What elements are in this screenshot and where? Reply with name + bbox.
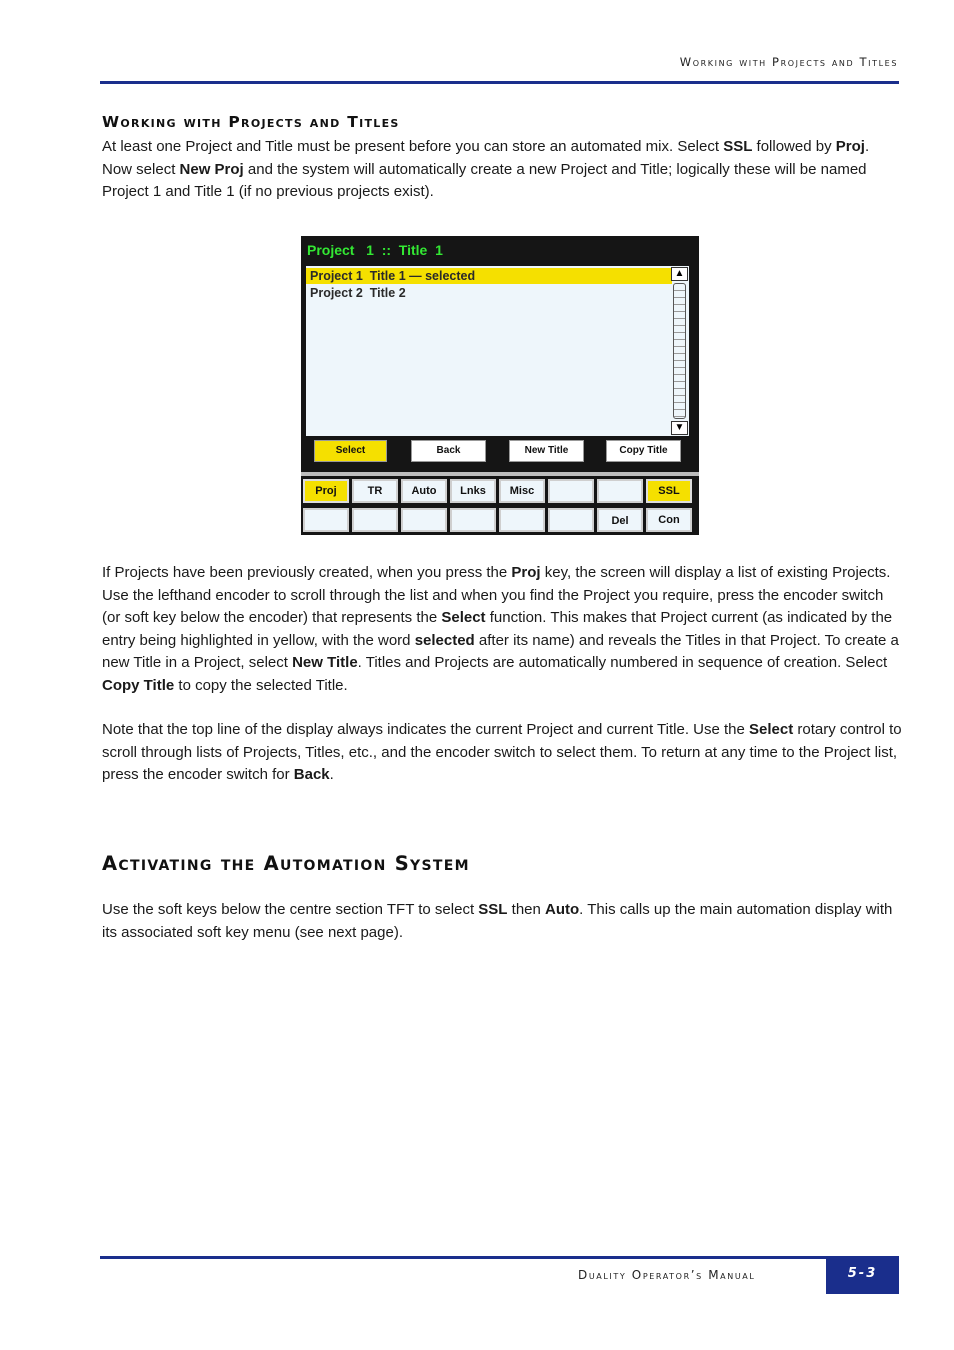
- screen-divider: [301, 472, 699, 476]
- footer-rule: [100, 1256, 899, 1259]
- bold-term: Select: [441, 609, 486, 627]
- text-run: Note that the top line of the display always indicates the current Project and current Title. Use the: [102, 721, 750, 738]
- note-paragraph: [102, 719, 902, 787]
- section-heading-automation: Activating the Automation System: [102, 852, 470, 875]
- list-scrollbar[interactable]: [671, 267, 688, 435]
- key-auto[interactable]: Auto: [401, 479, 447, 503]
- key-blank[interactable]: [401, 508, 447, 532]
- automation-paragraph: [102, 899, 902, 944]
- running-footer: Duality Operator’s Manual: [578, 1268, 756, 1282]
- bold-term: Back: [293, 766, 330, 784]
- intro-paragraph: [102, 136, 902, 204]
- key-blank[interactable]: [548, 508, 594, 532]
- scrollbar-track[interactable]: [673, 283, 686, 419]
- section-heading-projects: Working with Projects and Titles: [102, 113, 400, 131]
- running-header: Working with Projects and Titles: [679, 55, 898, 69]
- key-blank[interactable]: [597, 479, 643, 503]
- softkey-select[interactable]: Select: [314, 440, 387, 462]
- key-con[interactable]: Con: [646, 508, 692, 532]
- bold-term: selected: [414, 631, 475, 649]
- text-run: .: [329, 766, 334, 784]
- key-del[interactable]: Del: [597, 508, 643, 532]
- bold-term: SSL: [478, 901, 508, 918]
- softkey-back[interactable]: Back: [411, 440, 486, 462]
- key-tr[interactable]: TR: [352, 479, 398, 503]
- bold-term: Auto: [545, 901, 580, 918]
- header-rule: [100, 81, 899, 84]
- list-item-selected[interactable]: Project 1 Title 1 — selected: [306, 268, 672, 284]
- softkey-copy-title[interactable]: Copy Title: [606, 440, 681, 462]
- key-blank[interactable]: [303, 508, 349, 532]
- screen-title: Project 1 :: Title 1: [307, 242, 443, 258]
- automation-screen: [301, 236, 699, 535]
- key-blank[interactable]: [450, 508, 496, 532]
- bold-term: New Title: [292, 654, 358, 672]
- scroll-down-arrow-icon[interactable]: ▼: [671, 421, 688, 435]
- text-run: . Now select: [102, 138, 870, 178]
- key-ssl[interactable]: SSL: [646, 479, 692, 503]
- project-list[interactable]: [306, 266, 689, 436]
- scroll-up-arrow-icon[interactable]: ▲: [671, 267, 688, 281]
- text-run: then: [507, 901, 546, 918]
- key-lnks[interactable]: Lnks: [450, 479, 496, 503]
- bold-term: Copy Title: [102, 676, 175, 694]
- bold-term: SSL: [723, 138, 753, 155]
- key-blank[interactable]: [548, 479, 594, 503]
- text-run: At least one Project and Title must be present before you can store an automated mix. Select: [102, 138, 724, 155]
- bold-term: Select: [749, 721, 794, 738]
- list-item[interactable]: Project 2 Title 2: [310, 286, 406, 300]
- text-run: function. This makes that Project current (as indicated by the entry being highlighted in yellow, with the word: [102, 609, 893, 649]
- bold-term: Proj: [511, 564, 541, 581]
- softkey-new-title[interactable]: New Title: [509, 440, 584, 462]
- text-run: followed by: [752, 138, 836, 155]
- text-run: rotary control to scroll through lists of Projects, Titles, etc., and the encoder switch to select them. To return at any time to the Project list, press the encoder switch for: [102, 721, 902, 784]
- text-run: Use the soft keys below the centre section TFT to select: [102, 901, 479, 918]
- key-proj[interactable]: Proj: [303, 479, 349, 503]
- text-run: If Projects have been previously created, when you press the: [102, 564, 512, 581]
- key-misc[interactable]: Misc: [499, 479, 545, 503]
- page-number: 5-3: [826, 1256, 899, 1294]
- text-run: and the system will automatically create a new Project and Title; logically these will be named Project 1 and Title 1 (if no previous projects exist).: [102, 160, 867, 201]
- text-run: after its name) and reveals the Titles in that Project. To create a new Title in a Project, select: [102, 631, 899, 672]
- text-run: to copy the selected Title.: [174, 676, 348, 694]
- bold-term: New Proj: [179, 160, 244, 178]
- bold-term: Proj: [835, 138, 865, 155]
- text-run: key, the screen will display a list of existing Projects. Use the lefthand encoder to scroll through the list and when you find the Project you require, press the encoder switch (or soft key below the encoder) that represents the: [102, 564, 891, 627]
- projects-paragraph: [102, 562, 902, 698]
- text-run: . This calls up the main automation display with its associated soft key menu (see next page).: [102, 901, 893, 941]
- key-blank[interactable]: [499, 508, 545, 532]
- key-blank[interactable]: [352, 508, 398, 532]
- text-run: . Titles and Projects are automatically numbered in sequence of creation. Select: [357, 654, 888, 672]
